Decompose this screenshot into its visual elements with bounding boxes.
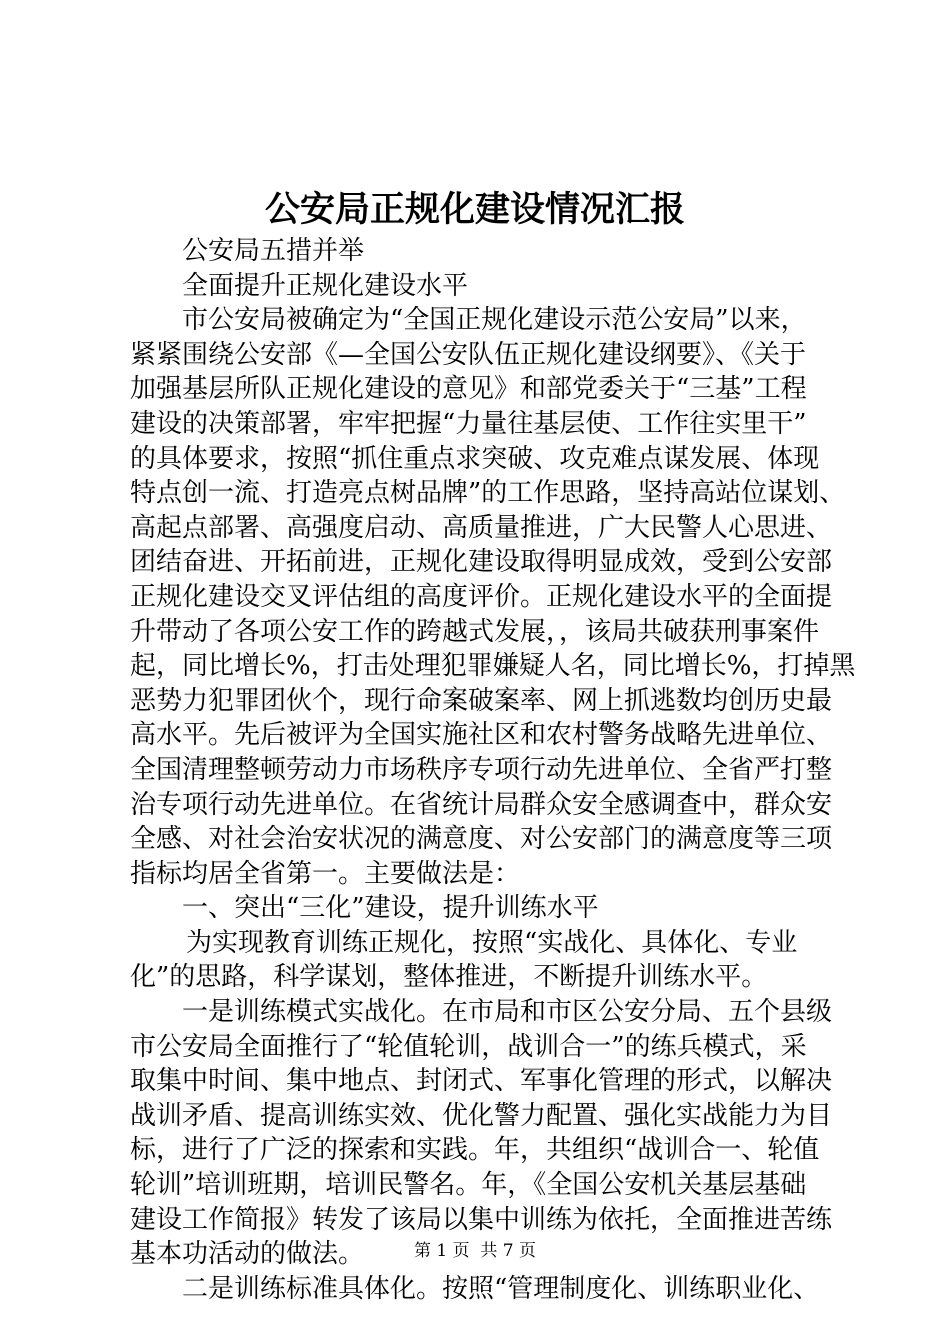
body-line: 一是训练模式实战化。在市局和市区公安分局、五个县级 bbox=[182, 997, 833, 1028]
document-body bbox=[130, 234, 856, 1306]
body-line: 二是训练标准具体化。按照“管理制度化、训练职业化、 bbox=[182, 1273, 820, 1304]
body-line: 基本功活动的做法。 bbox=[130, 1239, 365, 1270]
body-line: 正规化建设交叉评估组的高度评价。正规化建设水平的全面提 bbox=[130, 581, 833, 612]
page-number-label: 第 1 页 共 7 页 bbox=[413, 1241, 537, 1261]
body-line: 为实现教育训练正规化，按照“实战化、具体化、专业 bbox=[186, 927, 798, 958]
body-line: 全国清理整顿劳动力市场秩序专项行动先进单位、全省严打整 bbox=[130, 754, 833, 785]
page-footer bbox=[0, 1240, 950, 1262]
body-line: 市公安局被确定为“全国正规化建设示范公安局”以来， bbox=[182, 305, 807, 336]
body-line: 紧紧围绕公安部《—全国公安队伍正规化建设纲要》、《关于 bbox=[130, 339, 807, 370]
body-line: 标，进行了广泛的探索和实践。年，共组织“战训合一、轮值 bbox=[130, 1135, 820, 1166]
body-line: 全感、对社会治安状况的满意度、对公安部门的满意度等三项 bbox=[130, 824, 833, 855]
body-line: 化”的思路，科学谋划，整体推进，不断提升训练水平。 bbox=[130, 962, 768, 993]
body-line: 轮训”培训班期，培训民警名。年，《全国公安机关基层基础 bbox=[130, 1170, 807, 1201]
body-line: 的具体要求，按照“抓住重点求突破、攻克难点谋发展、体现 bbox=[130, 443, 820, 474]
body-line: 全面提升正规化建设水平 bbox=[182, 270, 469, 301]
body-line: 起，同比增长%，打击处理犯罪嫌疑人名，同比增长%，打掉黑 bbox=[130, 651, 856, 682]
body-line: 公安局五措并举 bbox=[182, 236, 365, 266]
body-line: 建设的决策部署，牢牢把握“力量往基层使、工作往实里干” bbox=[130, 408, 807, 439]
body-line: 战训矛盾、提高训练实效、优化警力配置、强化实战能力为目 bbox=[130, 1100, 833, 1131]
body-line: 特点创一流、打造亮点树品牌”的工作思路，坚持高站位谋划、 bbox=[130, 478, 846, 509]
body-line: 团结奋进、开拓前进，正规化建设取得明显成效，受到公安部 bbox=[130, 547, 833, 578]
body-line: 加强基层所队正规化建设的意见》和部党委关于“三基”工程 bbox=[130, 374, 807, 405]
document-title: 公安局正规化建设情况汇报 bbox=[264, 189, 685, 230]
body-line: 指标均居全省第一。主要做法是： bbox=[130, 858, 521, 889]
body-line: 高起点部署、高强度启动、高质量推进，广大民警人心思进、 bbox=[130, 512, 833, 543]
body-line: 市公安局全面推行了“轮值轮训，战训合一”的练兵模式，采 bbox=[130, 1031, 807, 1062]
body-line: 升带动了各项公安工作的跨越式发展，，该局共破获刑事案件 bbox=[130, 616, 820, 647]
body-line: 建设工作简报》转发了该局以集中训练为依托，全面推进苦练 bbox=[130, 1204, 833, 1235]
body-line: 恶势力犯罪团伙个，现行命案破案率、网上抓逃数均创历史最 bbox=[130, 685, 833, 716]
body-line: 一、突出“三化”建设，提升训练水平 bbox=[182, 893, 599, 924]
body-line: 治专项行动先进单位。在省统计局群众安全感调查中，群众安 bbox=[130, 789, 833, 820]
body-line: 取集中时间、集中地点、封闭式、军事化管理的形式，以解决 bbox=[130, 1066, 833, 1097]
body-line: 高水平。先后被评为全国实施社区和农村警务战略先进单位、 bbox=[130, 720, 833, 751]
